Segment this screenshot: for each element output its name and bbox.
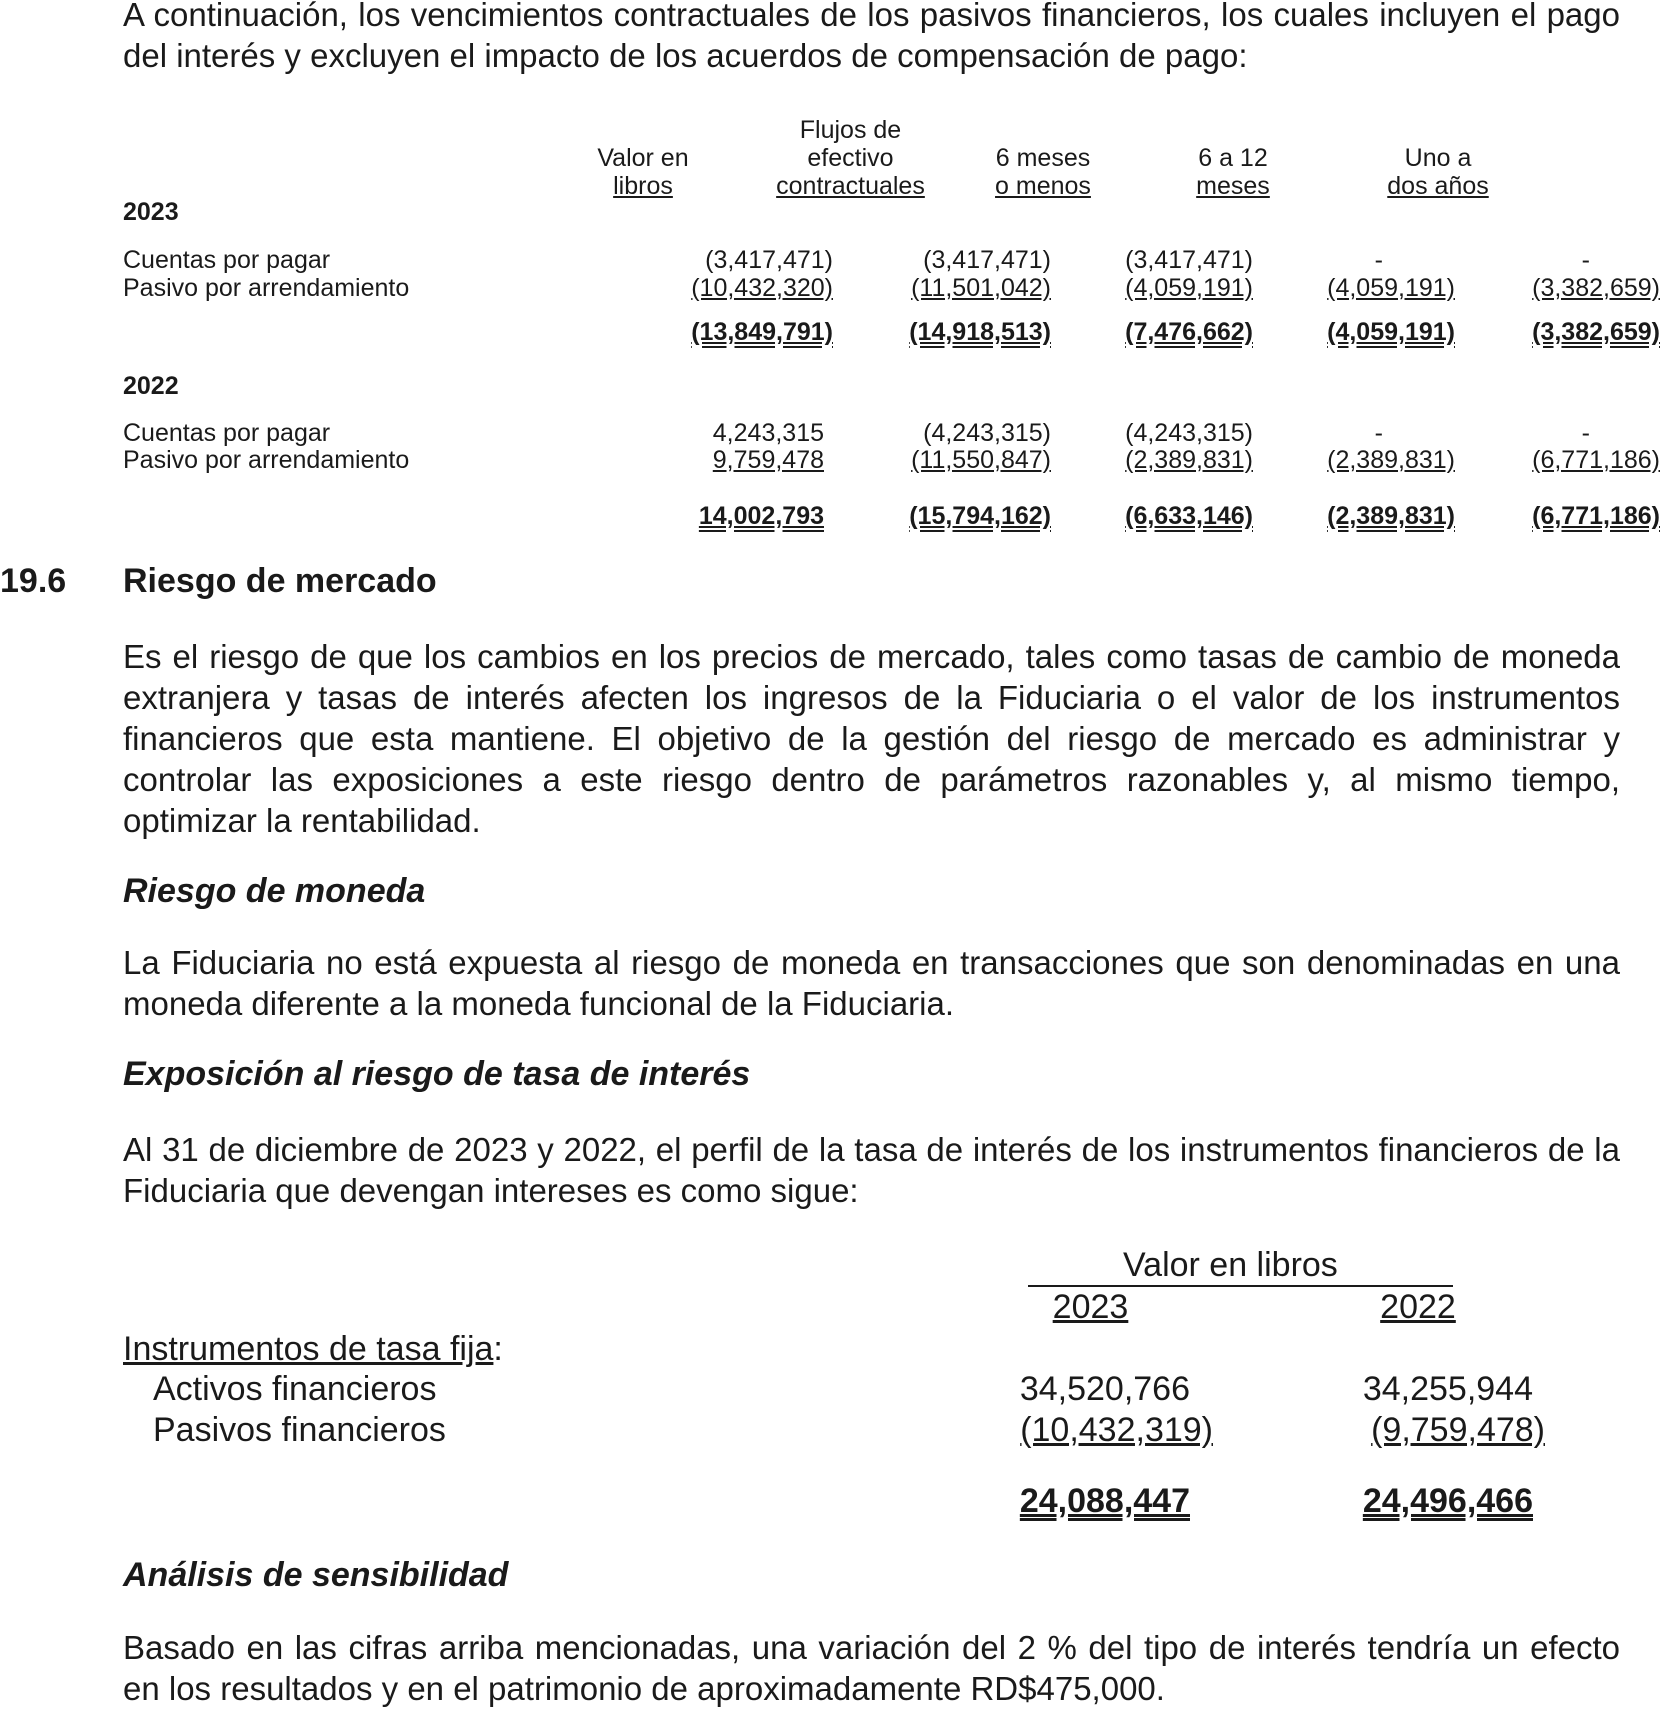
cell-value: (3,417,471): [705, 246, 833, 274]
group-header: Valor en libros: [1123, 1246, 1338, 1284]
col-header-valor-libros: Valor en libros: [597, 144, 689, 200]
cell-value: (4,059,191): [1327, 274, 1455, 302]
year-header: 2023: [1052, 1288, 1129, 1326]
total-value: 24,088,447: [1019, 1482, 1190, 1520]
cell-value: (10,432,320): [691, 274, 833, 302]
col-header-6-meses: 6 meses o menos: [995, 144, 1091, 200]
cell-value: (2,389,831): [1125, 446, 1253, 474]
total-value: (6,633,146): [1125, 502, 1253, 530]
total-value: 14,002,793: [698, 502, 824, 530]
cell-value: -: [1581, 246, 1590, 274]
year-label-2022: 2022: [123, 372, 179, 400]
total-value: (4,059,191): [1327, 318, 1455, 346]
cell-value: (3,417,471): [923, 246, 1051, 274]
market-risk-paragraph: Es el riesgo de que los cambios en los precios de mercado, tales como tasas de cambio de moneda extranjera y tasas de interés afecten los ingresos de la Fiduciaria o el valor de los instrumentos financieros que esta mantiene. El objetivo de la gestión del riesgo de mercado es administrar y controlar las exposiciones a este riesgo dentro de parámetros razonables y, al mismo tiempo, optimizar la rentabilidad.: [123, 638, 1620, 839]
col-header-uno-dos-anos: Uno a dos años: [1387, 144, 1489, 200]
cell-value: (6,771,186): [1532, 446, 1660, 474]
cell-value: 4,243,315: [712, 419, 824, 447]
cell-value: (11,550,847): [911, 446, 1051, 474]
cell-value: -: [1581, 419, 1590, 447]
total-value: (3,382,659): [1532, 318, 1660, 346]
total-value: (13,849,791): [691, 318, 833, 346]
group-header-rule: [1028, 1285, 1453, 1287]
section-title: Riesgo de mercado: [123, 562, 437, 600]
row-label: Activos financieros: [153, 1370, 437, 1408]
category-label: Instrumentos de tasa fija:: [123, 1330, 503, 1368]
total-value: (7,476,662): [1125, 318, 1253, 346]
total-value: (2,389,831): [1327, 502, 1455, 530]
total-value: (6,771,186): [1532, 502, 1660, 530]
row-label: Pasivos financieros: [153, 1411, 446, 1449]
row-label: Cuentas por pagar: [123, 246, 331, 274]
cell-value: (10,432,319): [1020, 1411, 1213, 1449]
cell-value: (4,059,191): [1125, 274, 1253, 302]
cell-value: (11,501,042): [911, 274, 1051, 302]
sensitivity-paragraph: Basado en las cifras arriba mencionadas, una variación del 2 % del tipo de interés tendría un efecto en los resultados y en el patrimonio de aproximadamente RD$475,000.: [123, 1629, 1620, 1707]
cell-value: (2,389,831): [1327, 446, 1455, 474]
cell-value: 34,255,944: [1362, 1370, 1533, 1408]
cell-value: (3,417,471): [1125, 246, 1253, 274]
total-value: (15,794,162): [909, 502, 1051, 530]
section-number: 19.6: [0, 562, 67, 600]
col-header-flujos: Flujos de efectivo contractuales: [776, 116, 925, 200]
cell-value: -: [1374, 246, 1383, 274]
total-value: (14,918,513): [909, 318, 1051, 346]
intro-paragraph: A continuación, los vencimientos contractuales de los pasivos financieros, los cuales incluyen el pago del interés y excluyen el impacto de los acuerdos de compensación de pago:: [123, 0, 1620, 74]
currency-risk-paragraph: La Fiduciaria no está expuesta al riesgo de moneda en transacciones que son denominadas en una moneda diferente a la moneda funcional de la Fiduciaria.: [123, 944, 1620, 1022]
row-label: Pasivo por arrendamiento: [123, 446, 410, 474]
cell-value: (3,382,659): [1532, 274, 1660, 302]
row-label: Pasivo por arrendamiento: [123, 274, 410, 302]
interest-risk-heading: Exposición al riesgo de tasa de interés: [123, 1055, 751, 1093]
year-header: 2022: [1380, 1288, 1456, 1326]
cell-value: (4,243,315): [923, 419, 1051, 447]
cell-value: 9,759,478: [712, 446, 824, 474]
cell-value: 34,520,766: [1019, 1370, 1190, 1408]
row-label: Cuentas por pagar: [123, 419, 331, 447]
total-value: 24,496,466: [1362, 1482, 1533, 1520]
sensitivity-heading: Análisis de sensibilidad: [123, 1556, 509, 1594]
cell-value: (9,759,478): [1371, 1411, 1545, 1449]
year-label-2023: 2023: [123, 198, 179, 226]
col-header-6-12-meses: 6 a 12 meses: [1196, 144, 1270, 200]
currency-risk-heading: Riesgo de moneda: [123, 872, 426, 910]
cell-value: -: [1374, 419, 1383, 447]
interest-risk-paragraph: Al 31 de diciembre de 2023 y 2022, el perfil de la tasa de interés de los instrumentos financieros de la Fiduciaria que devengan intereses es como sigue:: [123, 1131, 1620, 1209]
cell-value: (4,243,315): [1125, 419, 1253, 447]
